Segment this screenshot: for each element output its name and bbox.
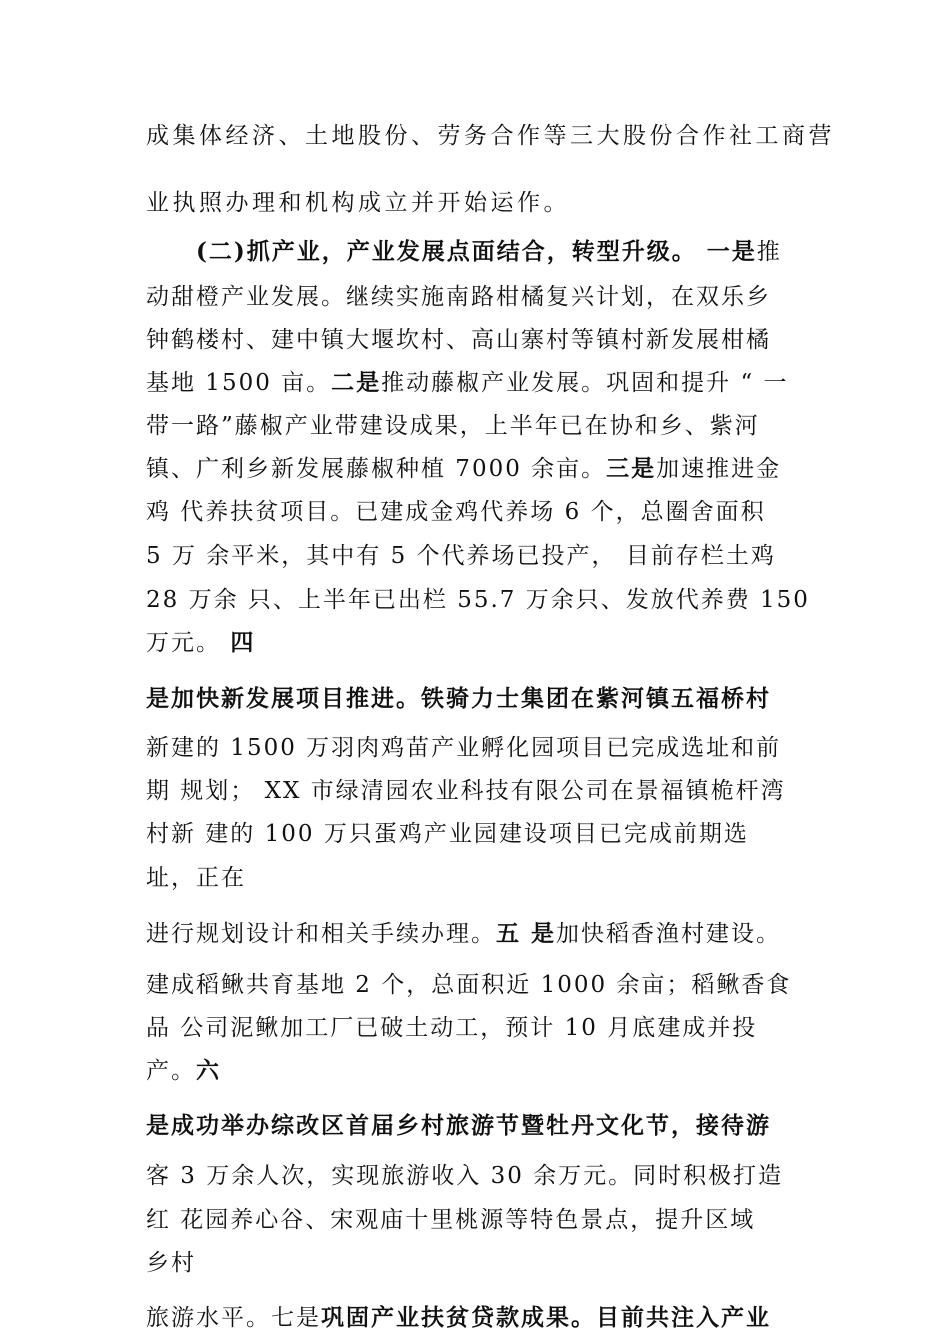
text-line <box>146 863 246 893</box>
text-segment: 成集体经济、土地股份、劳务合作等三大股份合作社工商营 <box>146 123 835 149</box>
text-segment: 进行规划设计和相关手续办理。 <box>146 921 496 947</box>
text-segment: 址，正在 <box>146 865 246 891</box>
text-line <box>146 1056 221 1086</box>
text-segment: 红 花园养心谷、宋观庙十里桃源等特色景点，提升区域 <box>146 1207 756 1233</box>
text-line <box>146 282 771 312</box>
text-segment: 乡村 <box>146 1250 196 1276</box>
text-segment: 推动藤椒产业发展。巩固和提升 “ 一 <box>381 370 789 396</box>
text-segment: 动甜橙产业发展。继续实施南路柑橘复兴计划，在双乐乡 <box>146 284 771 310</box>
bold-text-segment: 三是 <box>606 455 657 482</box>
text-line <box>146 733 781 763</box>
text-line <box>146 497 766 527</box>
bold-text-segment: 六 <box>196 1057 221 1084</box>
text-line <box>146 628 255 658</box>
text-segment: 加速推进金 <box>656 456 782 482</box>
bold-text-segment: 是加快新发展项目推进。铁骑力士集团在紫河镇五福桥村 <box>146 685 771 712</box>
text-segment: 村新 建的 100 万只蛋鸡产业园建设项目已完成前期选 <box>146 821 749 847</box>
text-segment: 期 规划； XX 市绿清园农业科技有限公司在景福镇桅杆湾 <box>146 778 786 804</box>
text-segment: 基地 1500 亩。 <box>146 370 332 396</box>
text-segment: 产。 <box>146 1058 196 1084</box>
text-line <box>146 1111 771 1141</box>
text-segment: 旅游水平。七是 <box>146 1305 321 1331</box>
bold-text-segment: 是成功举办综改区首届乡村旅游节暨牡丹文化节，接待游 <box>146 1112 771 1139</box>
text-line <box>146 411 760 441</box>
text-line <box>146 325 771 355</box>
text-segment: 5 万 余平米，其中有 5 个代养场已投产， 目前存栏土鸡 <box>146 543 776 569</box>
text-line <box>146 919 781 949</box>
text-segment: 镇、广利乡新发展藤椒种植 7000 余亩。 <box>146 456 607 482</box>
text-segment: 钟鹤楼村、建中镇大堰坎村、高山寨村等镇村新发展柑橘 <box>146 327 771 353</box>
text-line <box>146 454 781 484</box>
bold-text-segment: 巩固产业扶贫贷款成果。目前共注入产业 <box>321 1304 771 1331</box>
text-line <box>146 121 835 151</box>
text-line <box>146 970 791 1000</box>
text-line <box>146 1013 757 1043</box>
section-heading: (二)抓产业，产业发展点面结合，转型升级。 一是 <box>196 238 757 265</box>
bold-text-segment: 二是 <box>331 369 382 396</box>
text-line <box>146 188 570 218</box>
text-segment: 加快稻香渔村建设。 <box>556 921 782 947</box>
text-line <box>146 819 749 849</box>
text-line <box>146 1303 771 1333</box>
text-line <box>146 776 786 806</box>
text-line <box>146 1161 783 1191</box>
bold-text-segment: 五 是 <box>496 920 557 947</box>
text-line <box>146 541 776 571</box>
text-segment: 客 3 万余人次，实现旅游收入 30 余万元。同时积极打造 <box>146 1163 784 1189</box>
text-segment: 业执照办理和机构成立并开始运作。 <box>146 190 570 216</box>
section-heading-line <box>196 237 782 267</box>
text-segment: 28 万余 只、上半年已出栏 55.7 万余只、发放代养费 150 <box>146 587 810 613</box>
text-line <box>146 368 789 398</box>
bold-text-segment: 四 <box>230 629 256 656</box>
text-segment: 品 公司泥鳅加工厂已破土动工，预计 10 月底建成并投 <box>146 1015 758 1041</box>
text-segment: 新建的 1500 万羽肉鸡苗产业孵化园项目已完成选址和前 <box>146 735 782 761</box>
text-segment: 推 <box>756 239 782 265</box>
text-segment: 建成稻鳅共育基地 2 个，总面积近 1000 余亩；稻鳅香食 <box>146 972 792 998</box>
text-segment: 万元。 <box>146 630 231 656</box>
text-segment: 鸡 代养扶贫项目。已建成金鸡代养场 6 个，总圈舍面积 <box>146 499 766 525</box>
text-segment: 带一路”藤椒产业带建设成果，上半年已在协和乡、紫河 <box>146 413 760 439</box>
text-line <box>146 585 810 615</box>
text-line <box>146 1205 755 1235</box>
text-line <box>146 1248 196 1278</box>
text-line <box>146 684 771 714</box>
